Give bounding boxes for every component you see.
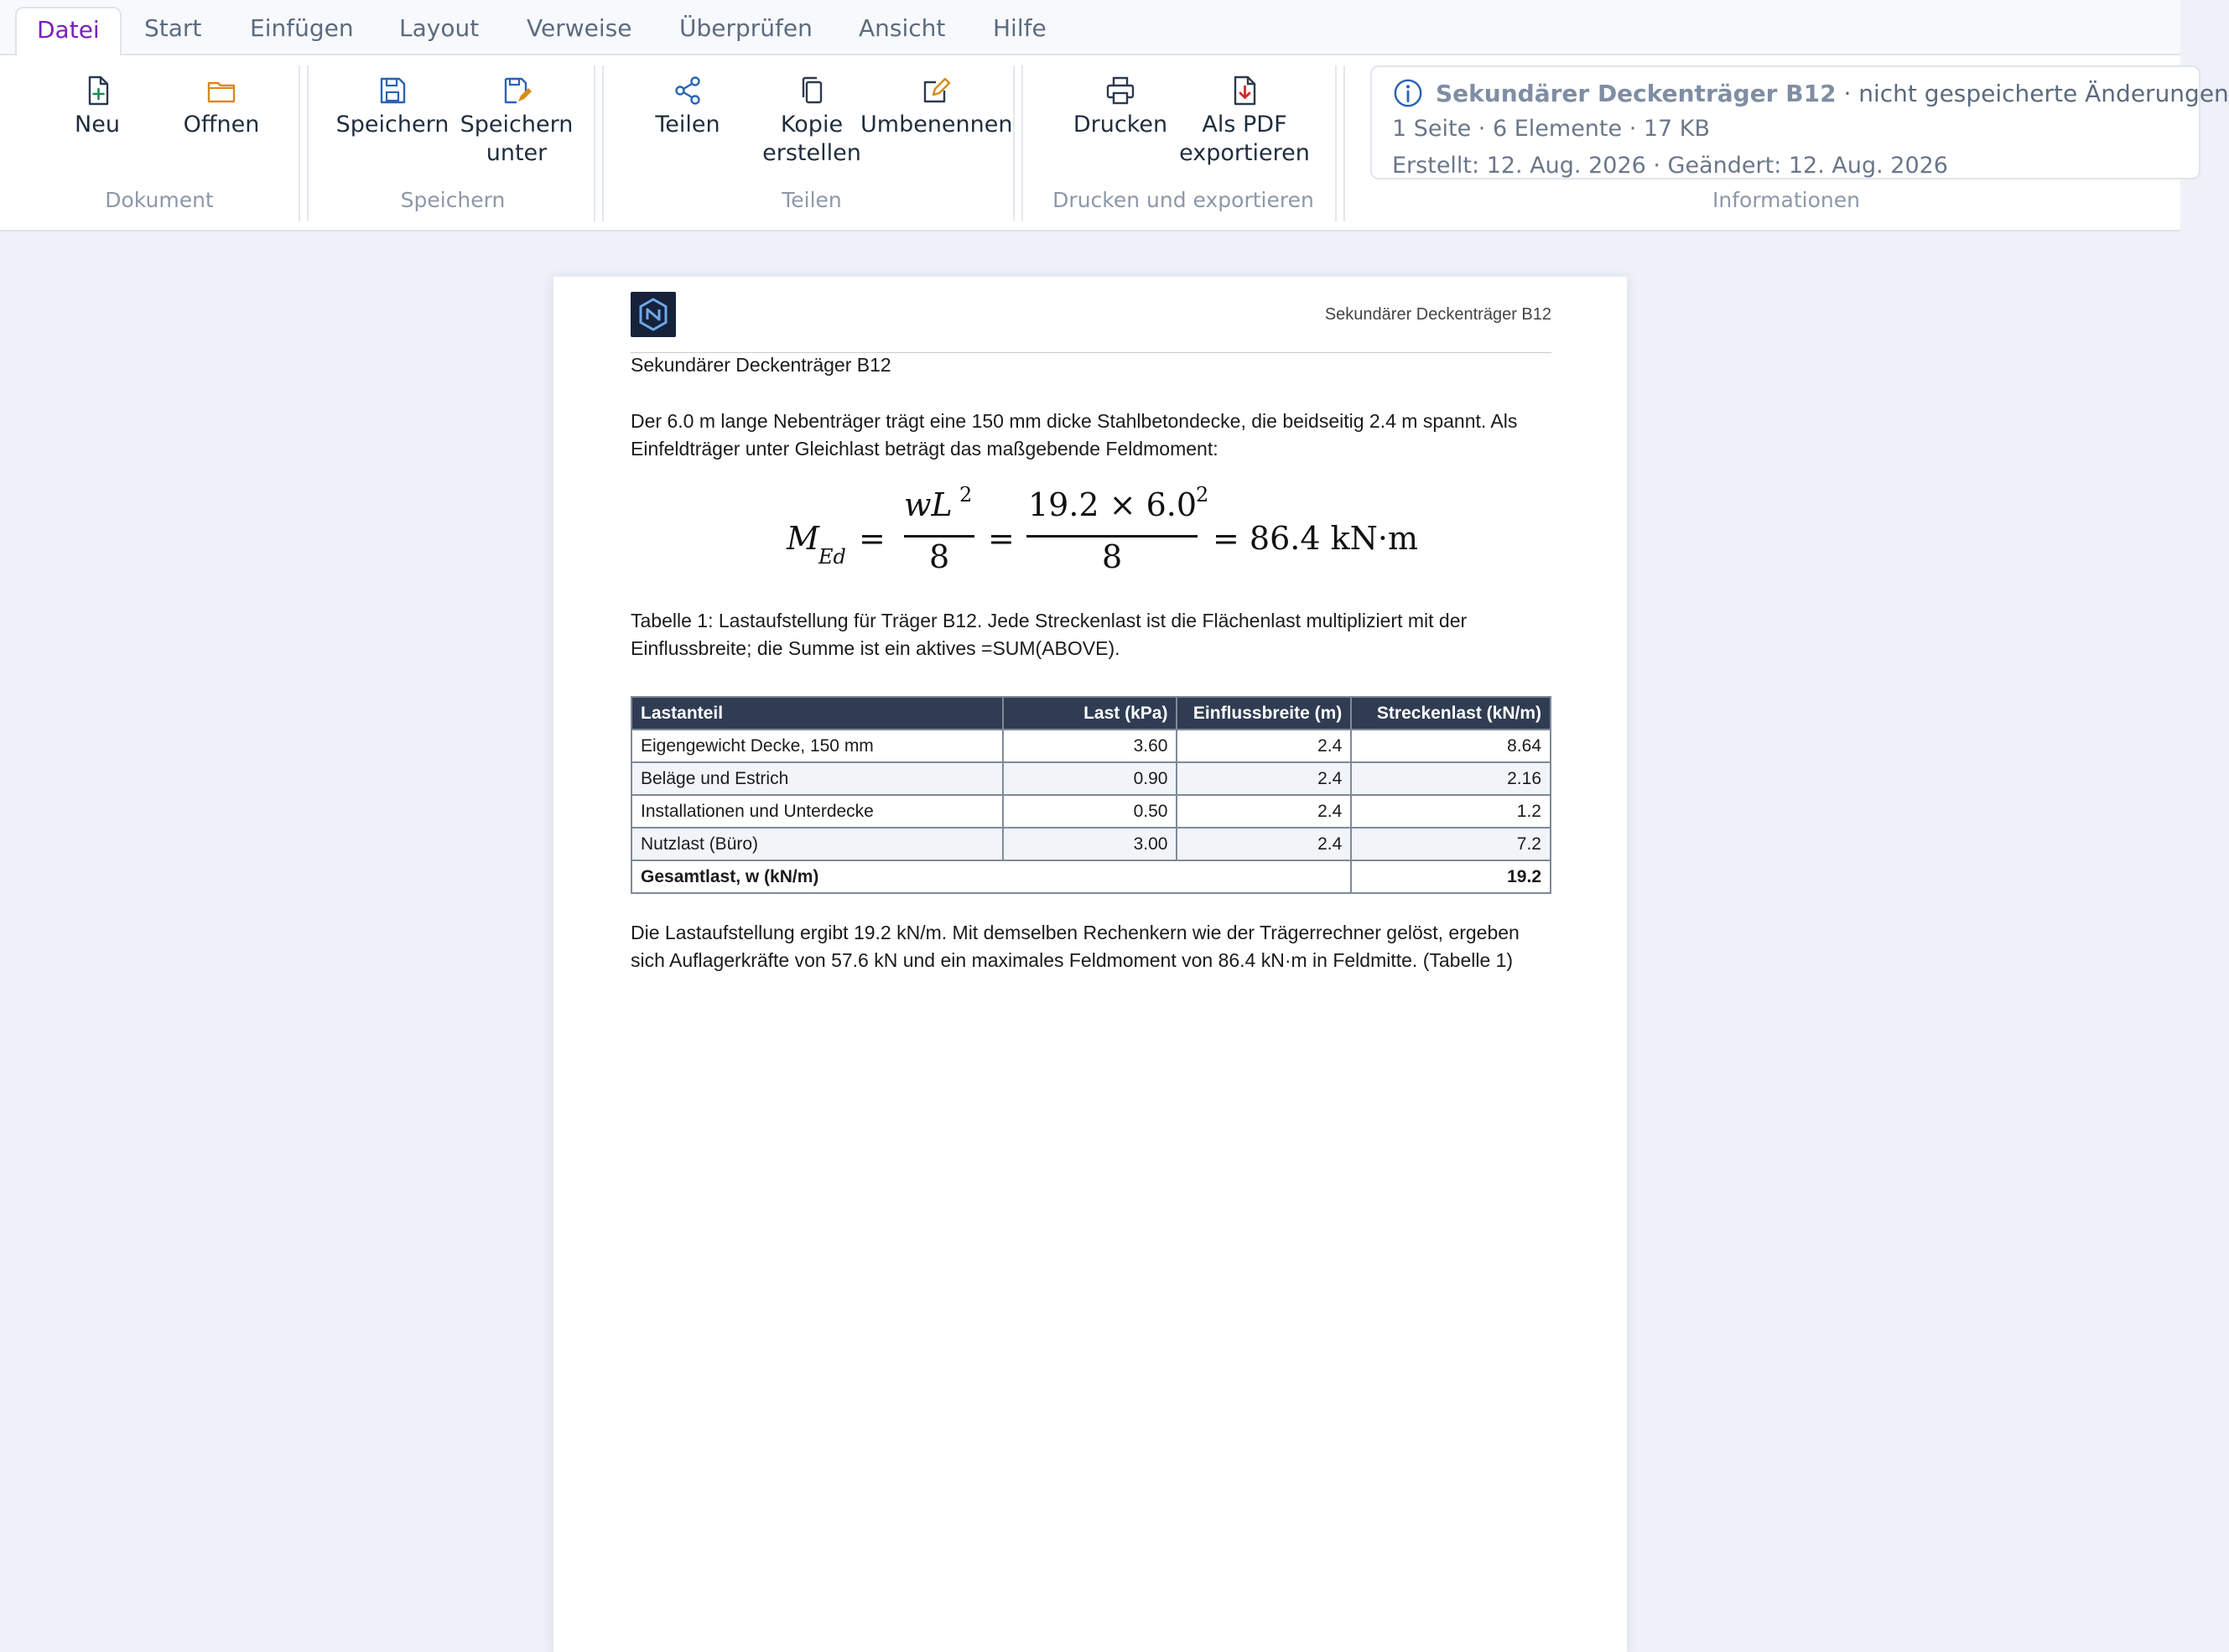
formula-frac2-bar bbox=[1026, 535, 1198, 538]
new-document-button[interactable] bbox=[55, 74, 139, 139]
share-icon bbox=[671, 74, 704, 107]
print-button[interactable] bbox=[1062, 74, 1179, 139]
share-button[interactable] bbox=[637, 74, 738, 139]
table-cell[interactable]: Beläge und Estrich bbox=[631, 762, 1003, 795]
formula-result: = 86.4 kN·m bbox=[1213, 520, 1418, 557]
moment-formula bbox=[631, 485, 1551, 594]
ribbon bbox=[0, 55, 2229, 231]
tab-start[interactable]: Start bbox=[144, 14, 202, 42]
tab-ansicht[interactable]: Ansicht bbox=[859, 14, 946, 42]
duplicate-label: Kopie erstellen bbox=[762, 112, 861, 166]
group-label-informationen: Informationen bbox=[1712, 188, 1860, 212]
logo-mark-icon bbox=[631, 292, 676, 337]
formula-frac2-denominator: 8 bbox=[1102, 538, 1123, 575]
table-cell[interactable]: 0.50 bbox=[1003, 795, 1177, 828]
info-document-title: Sekundärer Deckenträger B12 bbox=[1436, 80, 1837, 107]
tab-datei[interactable]: Datei bbox=[15, 7, 122, 57]
print-label: Drucken bbox=[1073, 112, 1168, 138]
open-document-label: Offnen bbox=[183, 112, 260, 138]
table-cell[interactable]: 2.4 bbox=[1177, 730, 1351, 762]
group-separator bbox=[307, 65, 309, 221]
open-document-button[interactable] bbox=[171, 74, 272, 139]
new-document-label: Neu bbox=[75, 112, 120, 138]
formula-frac1-exponent: 2 bbox=[959, 483, 973, 507]
share-label: Teilen bbox=[655, 112, 720, 138]
table-row bbox=[631, 730, 1551, 762]
col-header-last[interactable]: Last (kPa) bbox=[1003, 697, 1177, 730]
formula-lhs: M bbox=[787, 520, 819, 557]
rename-icon bbox=[919, 74, 953, 107]
rename-label: Umbenennen bbox=[860, 112, 1013, 138]
group-separator bbox=[1013, 65, 1015, 221]
folder-icon bbox=[205, 74, 238, 107]
tab-ueberpruefen[interactable]: Überprüfen bbox=[679, 14, 813, 42]
duplicate-button[interactable] bbox=[753, 74, 870, 168]
conclusion-paragraph: Die Lastaufstellung ergibt 19.2 kN/m. Mit demselben Rechenkern wie der Trägerrechner gelöst, ergeben sich Auflagerkräfte von 57.6 kN und ein maximales Feldmoment von 86.4 kN·m in Feldmitte. (Tabelle 1) bbox=[631, 922, 1520, 971]
formula-equals: = bbox=[859, 520, 886, 557]
formula-frac2-numerator: 19.2 × 6.0 bbox=[1028, 486, 1198, 523]
load-table[interactable] bbox=[631, 696, 1551, 894]
table-cell[interactable]: 8.64 bbox=[1351, 730, 1551, 762]
table-cell[interactable]: 2.16 bbox=[1351, 762, 1551, 795]
col-header-einflussbreite[interactable]: Einflussbreite (m) bbox=[1177, 697, 1351, 730]
formula-lhs-subscript: Ed bbox=[818, 545, 846, 569]
info-stats: 1 Seite · 6 Elemente · 17 KB bbox=[1392, 116, 1711, 142]
group-separator bbox=[299, 65, 300, 221]
company-logo bbox=[631, 292, 676, 337]
table-cell[interactable]: 3.60 bbox=[1003, 730, 1177, 762]
group-separator bbox=[1021, 65, 1023, 221]
info-dates: Erstellt: 12. Aug. 2026 · Geändert: 12. Aug. 2026 bbox=[1392, 153, 1948, 179]
table-cell[interactable]: 2.4 bbox=[1177, 762, 1351, 795]
save-as-icon bbox=[500, 74, 533, 107]
pdf-export-icon bbox=[1228, 74, 1261, 107]
group-label-dokument: Dokument bbox=[105, 188, 214, 212]
group-separator bbox=[594, 65, 595, 221]
col-header-lastanteil[interactable]: Lastanteil bbox=[631, 697, 1003, 730]
formula-frac1-denominator: 8 bbox=[929, 538, 950, 575]
tab-hilfe[interactable]: Hilfe bbox=[993, 14, 1047, 42]
total-label-cell[interactable]: Gesamtlast, w (kN/m) bbox=[631, 860, 1351, 893]
total-value-cell[interactable]: 19.2 bbox=[1351, 860, 1551, 893]
document-title: Sekundärer Deckenträger B12 bbox=[631, 354, 891, 376]
table-cell[interactable]: Nutzlast (Büro) bbox=[631, 828, 1003, 860]
page-header-title: Sekundärer Deckenträger B12 bbox=[1324, 305, 1551, 324]
document-info-panel bbox=[1370, 65, 2229, 179]
export-pdf-button[interactable] bbox=[1174, 74, 1315, 168]
table-cell[interactable]: 2.4 bbox=[1177, 795, 1351, 828]
save-as-button[interactable] bbox=[460, 74, 574, 168]
formula-frac1-bar bbox=[904, 535, 974, 538]
formula-frac2-exponent: 2 bbox=[1196, 483, 1209, 507]
rename-button[interactable] bbox=[860, 74, 1011, 139]
table-row bbox=[631, 762, 1551, 795]
group-separator bbox=[1335, 65, 1337, 221]
table-cell[interactable]: 2.4 bbox=[1177, 828, 1351, 860]
info-icon bbox=[1392, 77, 1424, 109]
intro-paragraph: Der 6.0 m lange Nebenträger trägt eine 150 mm dicke Stahlbetondecke, die beidseitig 2.4 m spannt. Als Einfeldträger unter Gleichlast beträgt das maßgebende Feldmoment: bbox=[631, 410, 1518, 460]
formula-frac1-numerator: wL bbox=[904, 486, 953, 523]
info-unsaved-status: · nicht gespeicherte Änderungen bbox=[1843, 80, 2229, 107]
table-caption: Tabelle 1: Lastaufstellung für Träger B12. Jede Streckenlast ist die Flächenlast multipliziert mit der Einflussbreite; die Summe ist ein aktives =SUM(ABOVE). bbox=[631, 610, 1468, 659]
copy-icon bbox=[795, 74, 829, 107]
menu-tab-bar bbox=[0, 0, 2180, 55]
col-header-streckenlast[interactable]: Streckenlast (kN/m) bbox=[1351, 697, 1551, 730]
save-button[interactable] bbox=[334, 74, 451, 139]
group-label-drucken: Drucken und exportieren bbox=[1052, 188, 1314, 212]
table-cell[interactable]: 1.2 bbox=[1351, 795, 1551, 828]
printer-icon bbox=[1104, 74, 1137, 107]
save-icon bbox=[376, 74, 409, 107]
info-title-line bbox=[1392, 77, 2229, 109]
tab-verweise[interactable]: Verweise bbox=[527, 14, 632, 42]
table-row bbox=[631, 828, 1551, 860]
table-cell[interactable]: 0.90 bbox=[1003, 762, 1177, 795]
save-as-label: Speichern unter bbox=[460, 112, 574, 166]
save-label: Speichern bbox=[335, 112, 449, 138]
document-page[interactable] bbox=[553, 277, 1627, 1652]
group-label-speichern: Speichern bbox=[400, 188, 506, 212]
group-label-teilen: Teilen bbox=[782, 188, 842, 212]
formula-equals: = bbox=[988, 520, 1015, 557]
table-row bbox=[631, 795, 1551, 828]
tab-einfuegen[interactable]: Einfügen bbox=[250, 14, 354, 42]
new-file-icon bbox=[81, 74, 114, 107]
export-pdf-label: Als PDF exportieren bbox=[1179, 112, 1310, 166]
group-separator bbox=[1343, 65, 1345, 221]
table-cell[interactable]: 3.00 bbox=[1003, 828, 1177, 860]
table-cell[interactable]: Installationen und Unterdecke bbox=[631, 795, 1003, 828]
tab-layout[interactable]: Layout bbox=[399, 14, 480, 42]
table-header-row bbox=[631, 697, 1551, 730]
table-total-row bbox=[631, 860, 1551, 893]
group-separator bbox=[602, 65, 604, 221]
table-cell[interactable]: Eigengewicht Decke, 150 mm bbox=[631, 730, 1003, 762]
table-cell[interactable]: 7.2 bbox=[1351, 828, 1551, 860]
